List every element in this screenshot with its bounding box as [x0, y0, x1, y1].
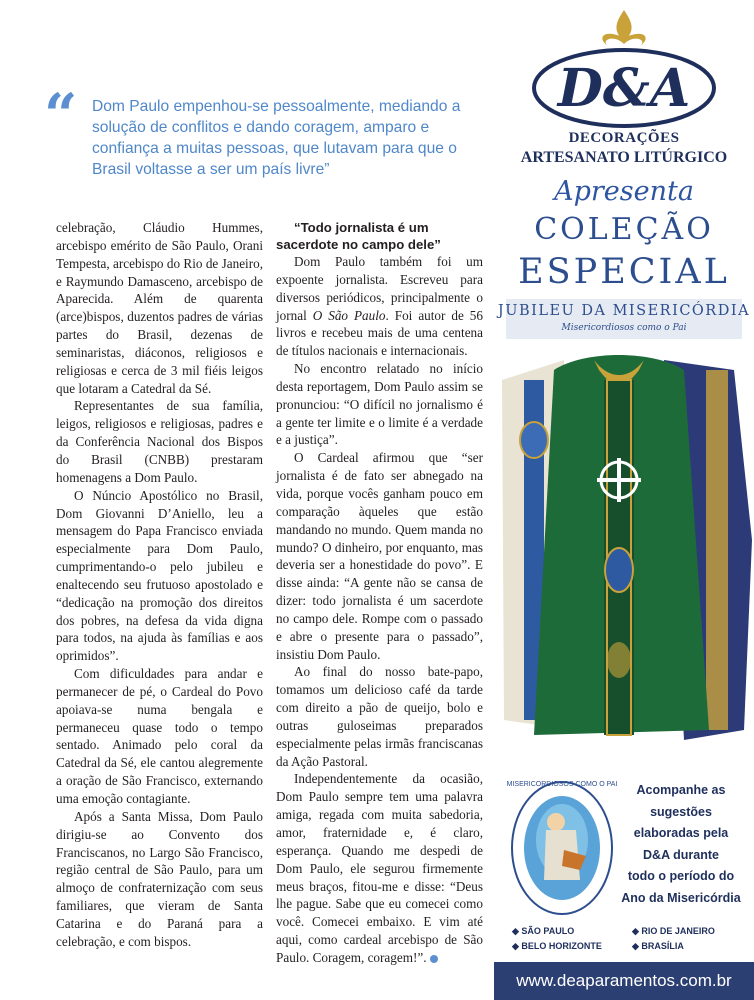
ad-website-link[interactable]: www.deaparamentos.com.br	[494, 962, 754, 1000]
jubilee-logo	[506, 770, 618, 920]
section-subheading: “Todo jornalista é um sacerdote no campo dele”	[276, 220, 441, 252]
jubilee-logo-text: MISERICORDIOSOS COMO O PAI	[506, 781, 618, 788]
paragraph: O Cardeal afirmou que “ser jornalista é de fato ser abnegado na vida, porque vocês ganham pouco em comparação àqueles que estão mandando no mundo. Quem manda no mundo? O dinheiro, por enquanto, mas deveria ser a honestidade do povo”. E disse ainda: “A gente não se cansa de dizer: todo jornalista é um sacerdote no campo dele. Rompe com o passado e abre o presente para o passado”, insistiu Dom Paulo.	[276, 450, 483, 662]
ad-especial: ESPECIAL	[518, 252, 730, 292]
company-line-2: ARTESANATO LITÚRGICO	[520, 149, 728, 166]
city-label: ◆ BRASÍLIA	[632, 941, 684, 951]
ad-side-line: todo o período do	[627, 869, 735, 883]
ad-side-line: elaboradas pela	[633, 826, 729, 840]
quote-mark: “	[44, 81, 78, 149]
paragraph: Com dificuldades para andar e permanecer de pé, o Cardeal do Povo apoiava-se numa bengala e permaneceu quase todo o tempo sentado. Animado pelo coral da Catedral da Sé, ele cantou alegremente a oração de São Francisco, externando uma emoção contagiante.	[56, 666, 263, 806]
paragraph-text: Independentemente da ocasião, Dom Paulo sempre tem uma palavra amiga, regada com muita sabedoria, amor, fraternidade e, é claro, esperança. Quando me despedi de Dom Paulo, ele segurou firmemente meus braços, fitou-me e disse: “Deus lhe pague. Sabe que eu comecei como você. Comecei embaixo. E vim até aqui, como cardeal arcebispo de São Paulo. Coragem, coragem!”.	[276, 771, 483, 965]
end-mark-icon	[430, 955, 438, 963]
ad-colecao: COLEÇÃO	[534, 212, 714, 247]
company-line-1: DECORAÇÕES	[568, 130, 680, 146]
ad-jubileu: JUBILEU DA MISERICÓRDIA	[497, 303, 751, 319]
paragraph	[276, 253, 483, 360]
city-label: ◆ SÃO PAULO	[512, 926, 575, 936]
vestments-image	[494, 340, 754, 760]
paragraph	[276, 770, 483, 966]
logo-text: D&A	[557, 58, 691, 119]
paragraph: No encontro relatado no início desta reportagem, Dom Paulo assim se pronunciou: “O difícil no jornalismo é a gente ter limite e o limite é a verdade e a justiça”.	[276, 361, 483, 448]
ad-side-text	[616, 780, 746, 909]
article-column-1	[56, 219, 263, 951]
paragraph: O Núncio Apostólico no Brasil, Dom Giovanni D’Aniello, leu a mensagem do Papa Francisco enviada especialmente para Dom Paulo, cumprimentando-o pelo jubileu e enaltecendo seu frutuoso apostolado e “dedicação na promoção dos direitos dos pobres, na defesa da vida digna para todos, na ajuda às famílias e aos oprimidos”.	[56, 487, 263, 664]
ad-side-line: sugestões	[650, 804, 712, 819]
paragraph-text: Dom Paulo também foi um expoente jornalista. Escreveu para diversos periódicos, principalmente o jornal	[276, 254, 483, 323]
ad-misericordiosos: Misericordiosos como o Pai	[561, 323, 687, 333]
paragraph: Ao final do nosso bate-papo, tomamos um delicioso café da tarde com direito a pão de queijo, bolo e outras guloseimas preparados especialmente pelas irmãs franciscanas da Ação Pastoral.	[276, 664, 483, 769]
paragraph-text: . Foi autor de 56 livros e recebeu mais de uma centena de títulos nacionais e internacionais.	[276, 307, 483, 359]
ad-apresenta: Apresenta	[554, 176, 694, 207]
article-column-2	[276, 219, 483, 967]
newspaper-title: O São Paulo	[312, 307, 386, 323]
ad-side-line: Ano da Misericórdia	[621, 890, 741, 905]
paragraph: Após a Santa Missa, Dom Paulo dirigiu-se ao Convento dos Franciscanos, no Largo São Francisco, região central de São Paulo, para um almoço de confraternização com seus familiares, que vieram de Santa Catarina e do Paraná para a celebração, e com bispos.	[56, 808, 263, 949]
ad-side-line: Acompanhe as	[636, 783, 726, 797]
ad-side-line: D&A durante	[643, 847, 719, 862]
paragraph: celebração, Cláudio Hummes, arcebispo emérito de São Paulo, Orani Tempesta, arcebispo do Rio de Janeiro, e Raymundo Damasceno, arcebispo de Aparecida. Além de quarenta (arce)bispos, duzentos padres de várias partes do Brasil, dezenas de seminaristas, diáconos, religiosos e religiosas e cerca de 3 mil fiéis leigos que lotaram a Catedral da Sé.	[56, 220, 263, 396]
pull-quote-text: Dom Paulo empenhou-se pessoalmente, mediando a solução de conflitos e dando coragem, amparo e confiança a muitas pessoas, que lutavam para que o Brasil voltasse a ser um país livre”	[92, 98, 461, 178]
advertisement	[494, 0, 754, 1000]
da-logo	[524, 8, 724, 128]
city-label: ◆ RIO DE JANEIRO	[632, 926, 715, 936]
city-label: ◆ BELO HORIZONTE	[512, 941, 602, 951]
paragraph: Representantes de sua família, leigos, religiosos e religiosas, padres e da Conferência Nacional dos Bispos do Brasil (CNBB) prestaram homenagens a Dom Paulo.	[56, 398, 263, 485]
